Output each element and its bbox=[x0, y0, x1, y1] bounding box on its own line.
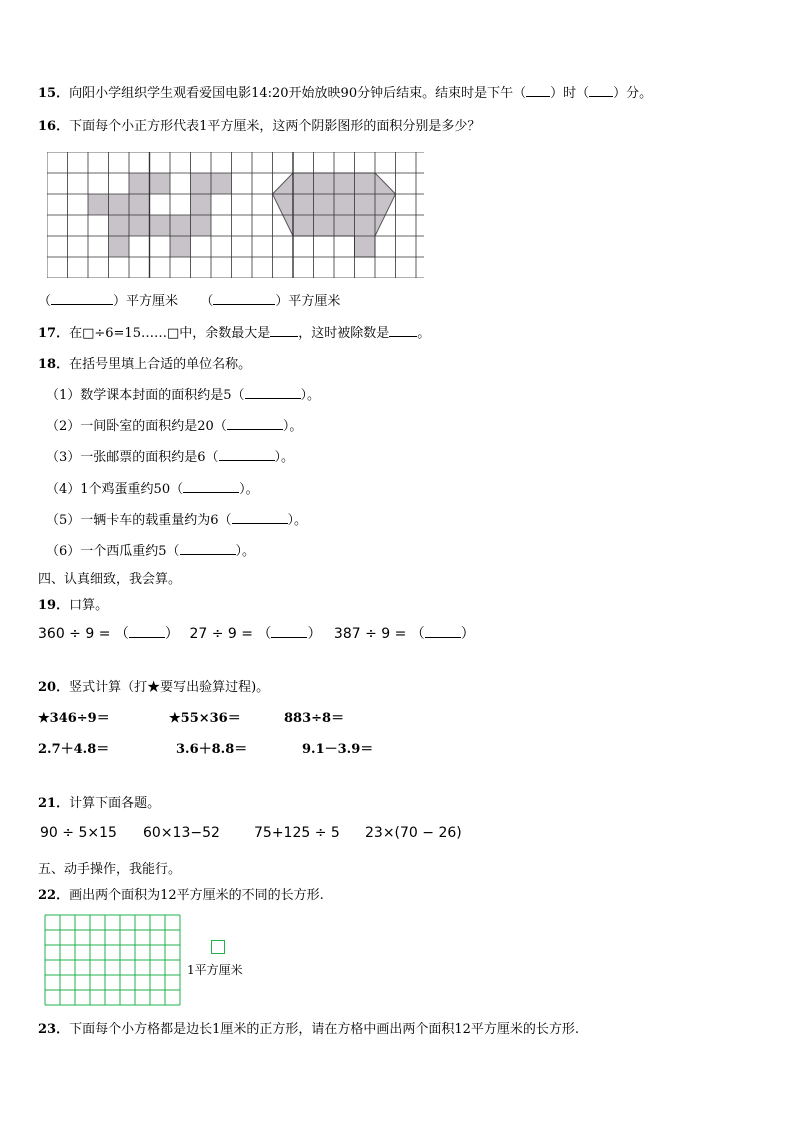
expr: 27 ÷ 9 = （ bbox=[189, 626, 272, 642]
question-21 bbox=[38, 792, 160, 811]
vertical-calc-item: 3.6＋8.8＝ bbox=[176, 742, 248, 757]
item-text: （4）1个鸡蛋重约50（ bbox=[46, 482, 184, 497]
answer-blank[interactable] bbox=[232, 511, 288, 524]
question-17 bbox=[38, 322, 430, 341]
close: ） bbox=[164, 626, 179, 642]
answer-blank-left-area[interactable] bbox=[51, 292, 113, 305]
section-heading-4: 四、认真细致，我会算。 bbox=[38, 572, 182, 587]
question-text-end: ）分。 bbox=[613, 86, 653, 101]
q18-item-5 bbox=[46, 509, 307, 528]
answer-blank-hour[interactable] bbox=[526, 84, 550, 97]
answer-blank-max-remainder[interactable] bbox=[270, 324, 298, 337]
close: ） bbox=[460, 626, 475, 642]
question-text: 在括号里填上合适的单位名称。 bbox=[69, 357, 252, 372]
question-text: 在□÷6=15……□中，余数最大是 bbox=[69, 326, 271, 341]
question-number: 22． bbox=[38, 888, 70, 903]
vertical-calc-item: 883÷8＝ bbox=[284, 711, 345, 726]
question-text: 下面每个小正方形代表1平方厘米，这两个阴影图形的面积分别是多少？ bbox=[69, 119, 481, 134]
answer-blank[interactable] bbox=[271, 625, 307, 638]
answer-unit: ）平方厘米 bbox=[275, 294, 341, 309]
item-text: （6）一个西瓜重约5（ bbox=[46, 544, 180, 559]
shaded-cell bbox=[170, 215, 191, 236]
answer-blank[interactable] bbox=[245, 386, 301, 399]
question-text: 口算。 bbox=[69, 598, 109, 613]
question-number: 20． bbox=[38, 680, 70, 695]
close: ） bbox=[307, 626, 322, 642]
question-23 bbox=[38, 1018, 579, 1037]
question-15 bbox=[38, 82, 652, 101]
shaded-cell bbox=[191, 194, 212, 215]
green-drawing-grid[interactable] bbox=[44, 914, 184, 1006]
shaded-cell bbox=[129, 215, 150, 236]
oral-calc-item bbox=[334, 623, 475, 643]
oral-calc-item bbox=[189, 623, 329, 643]
question-19 bbox=[38, 594, 108, 613]
question-text: 下面每个小方格都是边长1厘米的正方形，请在方格中画出两个面积12平方厘米的长方形. bbox=[69, 1022, 580, 1037]
shaded-cell bbox=[88, 194, 109, 215]
q18-item-3 bbox=[46, 446, 294, 465]
question-text: 计算下面各题。 bbox=[69, 796, 161, 811]
question-text: 竖式计算（打★要写出验算过程)。 bbox=[69, 680, 270, 695]
expression: 60×13−52 bbox=[143, 825, 220, 841]
item-close: ）。 bbox=[300, 388, 321, 403]
vertical-calc-item: ★55×36＝ bbox=[169, 711, 241, 726]
question-number: 23． bbox=[38, 1022, 70, 1037]
section-heading-5: 五、动手操作，我能行。 bbox=[38, 862, 182, 877]
shaded-cell bbox=[109, 215, 130, 236]
expression: 23×(70 − 26) bbox=[365, 825, 462, 841]
answer-blank[interactable] bbox=[227, 417, 283, 430]
q18-item-1 bbox=[46, 384, 320, 403]
item-close: ）。 bbox=[235, 544, 256, 559]
answer-blank[interactable] bbox=[425, 625, 461, 638]
shaded-cell bbox=[191, 215, 212, 236]
question-number: 18． bbox=[38, 357, 70, 372]
item-close: ）。 bbox=[282, 419, 303, 434]
item-text: （3）一张邮票的面积约是6（ bbox=[46, 450, 219, 465]
area-grid-figure bbox=[47, 152, 427, 278]
question-text: 。 bbox=[417, 326, 431, 341]
answer-blank[interactable] bbox=[180, 542, 236, 555]
question-16-answers bbox=[38, 290, 340, 309]
expr: 387 ÷ 9 = （ bbox=[333, 626, 425, 642]
expression: 90 ÷ 5×15 bbox=[40, 825, 117, 841]
answer-unit: ）平方厘米 bbox=[113, 294, 179, 309]
q20-row-2 bbox=[38, 738, 373, 757]
question-20 bbox=[38, 676, 269, 695]
vertical-calc-item: 9.1－3.9＝ bbox=[302, 742, 374, 757]
answer-open: （ bbox=[38, 294, 52, 309]
q18-item-4 bbox=[46, 478, 259, 497]
question-number: 21． bbox=[38, 796, 70, 811]
q20-row-1 bbox=[38, 707, 344, 726]
shaded-cell bbox=[129, 194, 150, 215]
unit-square-label: 1平方厘米 bbox=[187, 963, 243, 977]
q18-item-2 bbox=[46, 415, 302, 434]
question-text: 向阳小学组织学生观看爱国电影14:20开始放映90分钟后结束。结束时是下午（ bbox=[69, 86, 527, 101]
shaded-cell bbox=[191, 173, 212, 194]
item-text: （5）一辆卡车的载重量约为6（ bbox=[46, 513, 232, 528]
item-close: ）。 bbox=[274, 450, 295, 465]
question-number: 16． bbox=[38, 119, 70, 134]
oral-calc-item bbox=[38, 623, 185, 643]
shaded-cell bbox=[109, 194, 130, 215]
item-text: （2）一间卧室的面积约是20（ bbox=[46, 419, 227, 434]
answer-open: （ bbox=[200, 294, 214, 309]
vertical-calc-item: 2.7＋4.8＝ bbox=[38, 742, 110, 757]
question-18 bbox=[38, 353, 251, 372]
shaded-cell bbox=[109, 236, 130, 257]
expression: 75+125 ÷ 5 bbox=[254, 825, 340, 841]
answer-blank-dividend[interactable] bbox=[389, 324, 417, 337]
q19-oral-calc-row bbox=[38, 623, 475, 643]
unit-square-sample bbox=[211, 940, 225, 954]
question-text-mid: ）时（ bbox=[550, 86, 590, 101]
answer-blank[interactable] bbox=[219, 448, 275, 461]
answer-blank[interactable] bbox=[129, 625, 165, 638]
answer-blank-right-area[interactable] bbox=[213, 292, 275, 305]
item-close: ）。 bbox=[287, 513, 308, 528]
shaded-cell bbox=[170, 236, 191, 257]
shaded-cell bbox=[150, 215, 171, 236]
question-number: 15． bbox=[38, 86, 70, 101]
vertical-calc-item: ★346÷9＝ bbox=[38, 711, 110, 726]
answer-blank[interactable] bbox=[183, 480, 239, 493]
question-22 bbox=[38, 884, 324, 903]
question-number: 17． bbox=[38, 326, 70, 341]
question-text: ，这时被除数是 bbox=[298, 326, 390, 341]
item-text: （1）数学课本封面的面积约是5（ bbox=[46, 388, 245, 403]
shaded-cell bbox=[211, 173, 232, 194]
q18-item-6 bbox=[46, 540, 255, 559]
question-16 bbox=[38, 115, 480, 134]
question-number: 19． bbox=[38, 598, 70, 613]
item-close: ）。 bbox=[239, 482, 259, 497]
expr: 360 ÷ 9 = （ bbox=[38, 626, 129, 642]
q21-expressions bbox=[40, 825, 462, 841]
shaded-cell bbox=[150, 173, 171, 194]
shaded-cell bbox=[129, 173, 150, 194]
answer-blank-minute[interactable] bbox=[589, 84, 613, 97]
question-text: 画出两个面积为12平方厘米的不同的长方形. bbox=[69, 888, 324, 903]
